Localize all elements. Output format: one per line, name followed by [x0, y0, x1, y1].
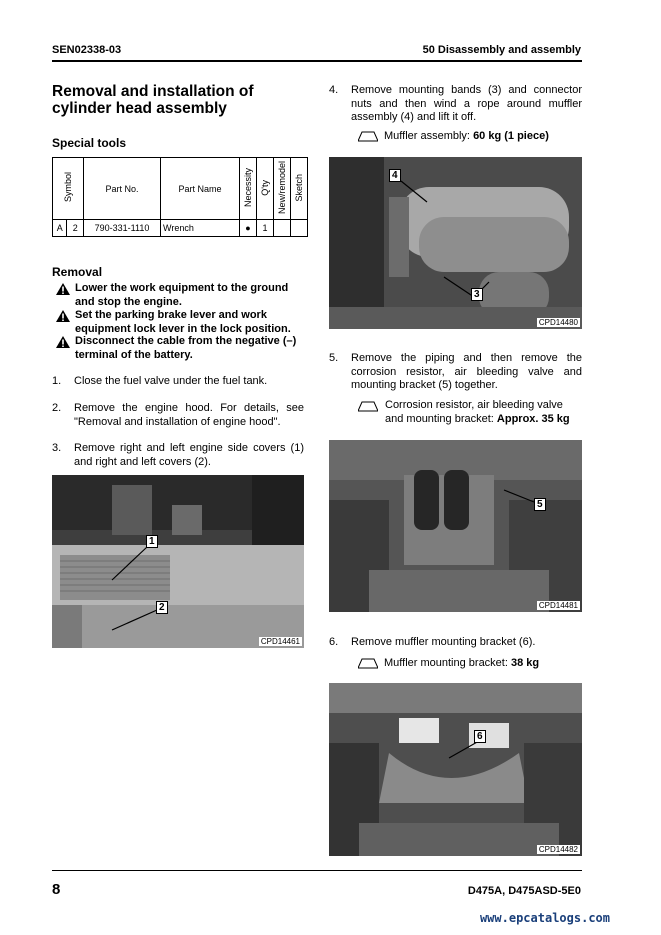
- section-title: 50 Disassembly and assembly: [422, 44, 581, 56]
- col-part-name: Part Name: [161, 158, 240, 220]
- table-header-row: [53, 158, 308, 220]
- doc-code: SEN02338-03: [52, 44, 122, 56]
- table-row: [53, 220, 308, 237]
- header-rule: [52, 60, 582, 62]
- photo-engine-covers: [52, 475, 304, 648]
- step-2: 2. Remove the engine hood. For details, see "Removal and installation of engine hood".: [52, 402, 304, 428]
- removal-heading: Removal: [52, 265, 103, 279]
- page-number: 8: [52, 881, 61, 898]
- step-5: 5. Remove the piping and then remove the corrosion resistor, air bleeding valve and mounting bracket (5) together.: [329, 352, 582, 391]
- warning-icon: [56, 283, 70, 295]
- weight-muffler-bracket: Muffler mounting bracket: 38 kg: [358, 657, 582, 671]
- cell-sketch: [291, 220, 308, 237]
- step-6: 6. Remove muffler mounting bracket (6).: [329, 636, 536, 648]
- callout-2: 2: [156, 601, 168, 614]
- cell-number: 2: [67, 220, 84, 237]
- cell-part-no: 790-331-1110: [84, 220, 161, 237]
- photo-corrosion-resistor: [329, 440, 582, 612]
- weight-icon: [358, 401, 378, 412]
- warning-3: Disconnect the cable from the negative (–) terminal of the battery.: [56, 335, 306, 362]
- col-part-no: Part No.: [84, 158, 161, 220]
- cell-new-remodel: [274, 220, 291, 237]
- step-4: 4. Remove mounting bands (3) and connector nuts and then wind a rope around muffler assembly (4) and lift it off.: [329, 84, 582, 123]
- col-new-remodel: New/remodel: [274, 158, 291, 220]
- special-tools-table: [52, 157, 308, 237]
- callout-3: 3: [471, 288, 483, 301]
- callout-1: 1: [146, 535, 158, 548]
- cell-qty: 1: [257, 220, 274, 237]
- figure-engine-side-covers: [52, 475, 304, 648]
- warning-icon: [56, 310, 70, 322]
- callout-6: 6: [474, 730, 486, 743]
- figure-muffler-assembly: [329, 157, 582, 329]
- cell-necessity: ●: [240, 220, 257, 237]
- weight-icon: [358, 131, 378, 142]
- col-sketch: Sketch: [291, 158, 308, 220]
- model-number: D475A, D475ASD-5E0: [467, 885, 581, 897]
- figure-caption: CPD14480: [538, 318, 578, 327]
- warning-icon: [56, 336, 70, 348]
- figure-corrosion-resistor: [329, 440, 582, 612]
- photo-muffler: [329, 157, 582, 329]
- cell-part-name: Wrench: [161, 220, 240, 237]
- figure-caption: CPD14482: [538, 845, 578, 854]
- footer-rule: [52, 870, 582, 871]
- warning-2: Set the parking brake lever and work equipment lock lever in the lock position.: [56, 309, 306, 336]
- photo-muffler-bracket: [329, 683, 582, 856]
- callout-4: 4: [389, 169, 401, 182]
- website-link[interactable]: www.epcatalogs.com: [479, 911, 610, 925]
- figure-muffler-bracket: [329, 683, 582, 856]
- callout-5: 5: [534, 498, 546, 511]
- weight-icon: [358, 658, 378, 669]
- cell-symbol: A: [53, 220, 67, 237]
- figure-caption: CPD14481: [538, 601, 578, 610]
- step-3: 3. Remove right and left engine side covers (1) and right and left covers (2).: [52, 442, 304, 468]
- col-necessity: Necessity: [240, 158, 257, 220]
- special-tools-heading: Special tools: [52, 136, 127, 150]
- step-1: 1. Close the fuel valve under the fuel tank.: [52, 375, 268, 387]
- weight-muffler-assembly: Muffler assembly: 60 kg (1 piece): [358, 130, 582, 144]
- page-title: Removal and installation of cylinder head assembly: [52, 83, 254, 117]
- warning-1: Lower the work equipment to the ground and stop the engine.: [56, 282, 306, 309]
- figure-caption: CPD14461: [260, 637, 300, 646]
- weight-corrosion-resistor: Corrosion resistor, air bleeding valve and mounting bracket: Approx. 35 kg: [358, 399, 582, 426]
- col-symbol: Symbol: [53, 158, 84, 220]
- col-qty: Q'ty: [257, 158, 274, 220]
